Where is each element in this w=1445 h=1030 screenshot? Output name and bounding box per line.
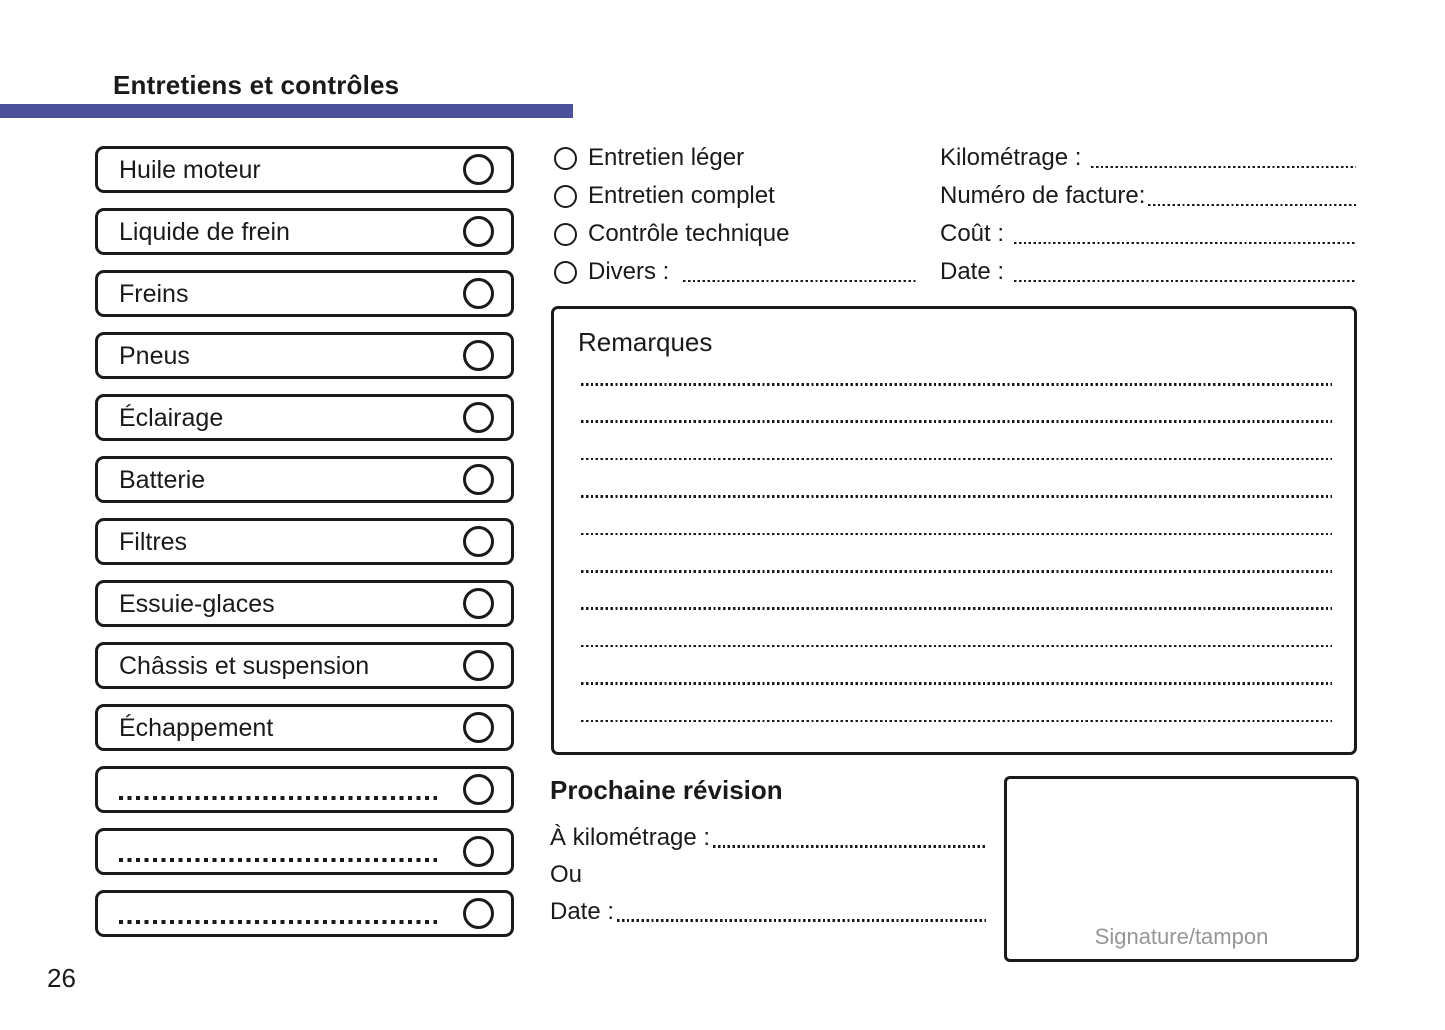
radio-circle[interactable] — [554, 147, 577, 170]
check-circle[interactable] — [463, 774, 494, 805]
field-label: À kilométrage : — [550, 823, 711, 851]
write-in-line[interactable] — [119, 858, 437, 862]
accent-bar — [0, 104, 573, 118]
field-kilometrage — [940, 139, 1356, 177]
check-circle[interactable] — [463, 402, 494, 433]
remarks-line[interactable] — [581, 458, 1332, 461]
field-date — [940, 253, 1356, 291]
remarks-line[interactable] — [581, 420, 1332, 423]
checklist-item-chassis-et-suspension — [95, 642, 514, 689]
service-option-label: Entretien léger — [588, 144, 745, 171]
service-type-options — [554, 139, 916, 291]
remarks-line[interactable] — [581, 607, 1332, 610]
field-label: Date : — [550, 897, 615, 925]
checklist-item-eclairage — [95, 394, 514, 441]
checklist-item-label: Châssis et suspension — [119, 652, 370, 680]
cout-write-in-line[interactable] — [1014, 242, 1356, 245]
check-circle[interactable] — [463, 836, 494, 867]
checklist-item-essuie-glaces — [95, 580, 514, 627]
field-cout — [940, 215, 1356, 253]
remarks-lines — [581, 383, 1332, 757]
radio-circle[interactable] — [554, 185, 577, 208]
checklist-item-label: Pneus — [119, 342, 190, 370]
next-service-title: Prochaine révision — [550, 775, 783, 805]
checklist-item-blank — [95, 828, 514, 875]
check-circle[interactable] — [463, 464, 494, 495]
remarks-line[interactable] — [581, 645, 1332, 648]
service-option-label: Entretien complet — [588, 182, 775, 209]
or-separator — [550, 856, 986, 893]
service-option-controle-technique — [554, 215, 916, 253]
checklist-item-label: Batterie — [119, 466, 206, 494]
checklist-item-label: Échappement — [119, 714, 274, 742]
signature-placeholder: Signature/tampon — [1094, 924, 1269, 949]
remarks-line[interactable] — [581, 533, 1332, 536]
next-km-write-in-line[interactable] — [713, 845, 986, 848]
field-label: Kilométrage : — [940, 144, 1089, 171]
field-label: Coût : — [940, 220, 1011, 247]
checklist-item-pneus — [95, 332, 514, 379]
checklist-item-huile-moteur — [95, 146, 514, 193]
date-write-in-line[interactable] — [1014, 280, 1356, 283]
next-service-section — [550, 775, 986, 930]
page-number: 26 — [47, 963, 76, 993]
or-label: Ou — [550, 860, 583, 888]
signature-box[interactable] — [1004, 776, 1359, 962]
maintenance-checklist — [95, 146, 514, 937]
remarks-line[interactable] — [581, 383, 1332, 386]
write-in-line[interactable] — [119, 796, 437, 800]
checklist-item-filtres — [95, 518, 514, 565]
service-option-divers — [554, 253, 916, 291]
checklist-item-label: Freins — [119, 280, 189, 308]
remarks-panel — [551, 306, 1357, 755]
remarks-line[interactable] — [581, 495, 1332, 498]
next-date-write-in-line[interactable] — [617, 919, 986, 922]
remarks-title: Remarques — [578, 327, 713, 357]
facture-write-in-line[interactable] — [1148, 204, 1356, 207]
check-circle[interactable] — [463, 340, 494, 371]
field-numero-de-facture — [940, 177, 1356, 215]
field-label: Date : — [940, 258, 1011, 285]
checklist-item-label: Éclairage — [119, 404, 224, 432]
field-next-date — [550, 893, 986, 930]
check-circle[interactable] — [463, 650, 494, 681]
checklist-item-blank — [95, 766, 514, 813]
checklist-item-label: Liquide de frein — [119, 218, 290, 246]
check-circle[interactable] — [463, 712, 494, 743]
checklist-item-label: Essuie-glaces — [119, 590, 275, 618]
checklist-item-label: Huile moteur — [119, 156, 261, 184]
checklist-item-freins — [95, 270, 514, 317]
divers-write-in-line[interactable] — [683, 280, 916, 283]
field-a-kilometrage — [550, 819, 986, 856]
checklist-item-liquide-de-frein — [95, 208, 514, 255]
check-circle[interactable] — [463, 154, 494, 185]
service-option-entretien-leger — [554, 139, 916, 177]
check-circle[interactable] — [463, 898, 494, 929]
check-circle[interactable] — [463, 526, 494, 557]
remarks-line[interactable] — [581, 720, 1332, 723]
service-option-label: Divers : — [588, 258, 670, 285]
checklist-item-label: Filtres — [119, 528, 188, 556]
page-title: Entretiens et contrôles — [113, 70, 400, 100]
checklist-item-batterie — [95, 456, 514, 503]
radio-circle[interactable] — [554, 223, 577, 246]
check-circle[interactable] — [463, 278, 494, 309]
service-option-entretien-complet — [554, 177, 916, 215]
remarks-line[interactable] — [581, 682, 1332, 685]
check-circle[interactable] — [463, 588, 494, 619]
service-option-label: Contrôle technique — [588, 220, 790, 247]
radio-circle[interactable] — [554, 261, 577, 284]
field-label: Numéro de facture: — [940, 182, 1146, 209]
write-in-line[interactable] — [119, 920, 437, 924]
checklist-item-echappement — [95, 704, 514, 751]
kilometrage-write-in-line[interactable] — [1091, 166, 1356, 169]
checklist-item-blank — [95, 890, 514, 937]
remarks-line[interactable] — [581, 570, 1332, 573]
check-circle[interactable] — [463, 216, 494, 247]
invoice-fields — [940, 139, 1356, 291]
